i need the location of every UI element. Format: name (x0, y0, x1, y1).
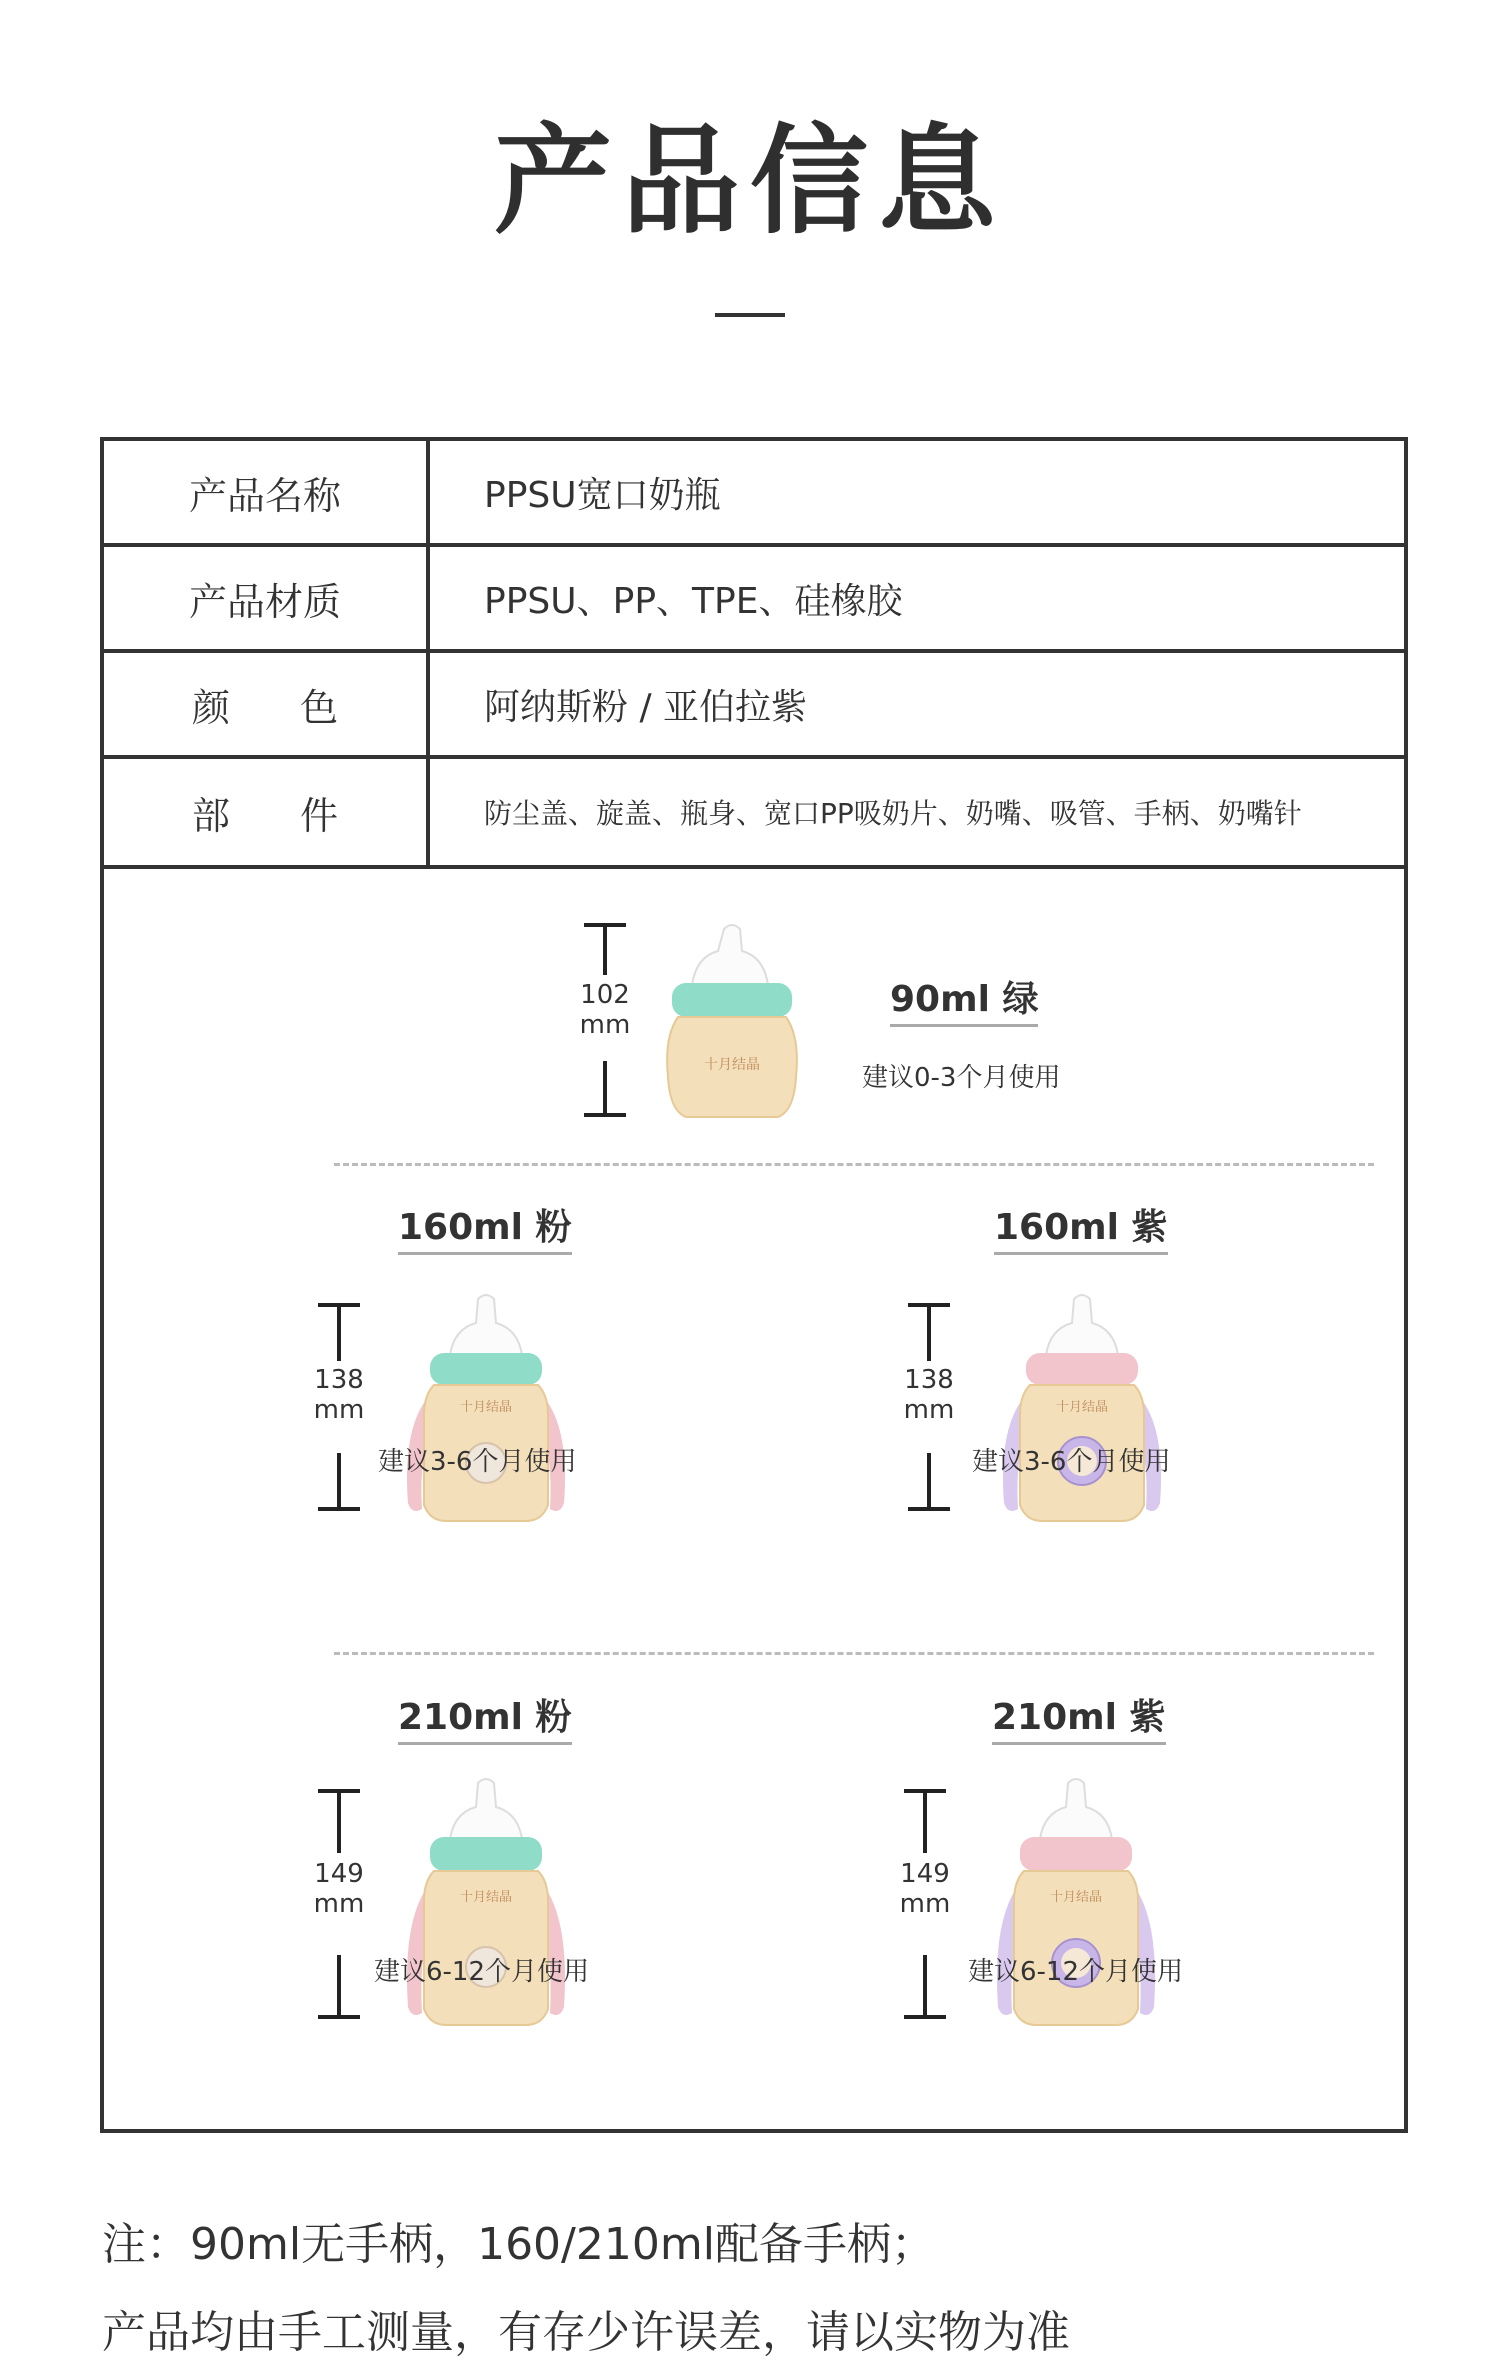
row-value: 防尘盖、旋盖、瓶身、宽口PP吸奶片、奶嘴、吸管、手柄、奶嘴针 (484, 797, 1302, 830)
bottle-210ml-violet-image (976, 1777, 1176, 2029)
svg-text:十月结晶: 十月结晶 (1049, 1890, 1103, 1905)
note-line-1: 注：90ml无手柄，160/210ml配备手柄； (102, 2219, 935, 2270)
title-divider (715, 313, 785, 317)
svg-text:十月结晶: 十月结晶 (459, 1400, 513, 1415)
table-row-color (104, 653, 1404, 759)
variant-age-160-pink: 建议3-6个月使用 (378, 1447, 577, 1477)
variant-age-210-violet: 建议6-12个月使用 (968, 1957, 1184, 1987)
row-value: PPSU宽口奶瓶 (484, 474, 721, 516)
height-dimension-160-pink: 138 mm (304, 1303, 374, 1511)
svg-text:十月结晶: 十月结晶 (704, 1057, 760, 1073)
page-title: 产品信息 (493, 112, 1006, 250)
row-label: 产品名称 (104, 441, 430, 543)
svg-text:十月结晶: 十月结晶 (1055, 1400, 1109, 1415)
table-row-name (104, 441, 1404, 547)
height-dimension-160-violet: 138 mm (894, 1303, 964, 1511)
bottle-160ml-violet-image (982, 1293, 1182, 1523)
variant-title-210-pink: 210ml 粉 (398, 1689, 572, 1745)
divider-dashed (334, 1163, 1374, 1166)
svg-text:十月结晶: 十月结晶 (459, 1890, 513, 1905)
variant-title-210-violet: 210ml 紫 (992, 1689, 1166, 1745)
divider-dashed (334, 1652, 1374, 1655)
bottle-90ml-green-image (652, 921, 812, 1121)
note-line-2: 产品均由手工测量，有存少许误差，请以实物为准 (102, 2307, 1070, 2358)
row-value: 阿纳斯粉 / 亚伯拉紫 (484, 686, 808, 728)
variant-title-160-pink: 160ml 粉 (398, 1199, 572, 1255)
row-label: 颜色 (104, 653, 430, 755)
variant-title-90: 90ml 绿 (890, 971, 1038, 1027)
row-label: 部件 (104, 759, 430, 865)
variant-title-160-violet: 160ml 紫 (994, 1199, 1168, 1255)
row-label: 产品材质 (104, 547, 430, 649)
bottle-160ml-pink-image (386, 1293, 586, 1523)
row-value: PPSU、PP、TPE、硅橡胶 (484, 580, 903, 622)
variant-age-160-violet: 建议3-6个月使用 (972, 1447, 1171, 1477)
table-row-parts (104, 759, 1404, 869)
variant-age-90: 建议0-3个月使用 (862, 1063, 1061, 1093)
height-dimension-210-pink: 149 mm (304, 1789, 374, 2019)
product-info-table (100, 437, 1408, 2133)
variant-age-210-pink: 建议6-12个月使用 (374, 1957, 590, 1987)
table-row-material (104, 547, 1404, 653)
height-dimension-210-violet: 149 mm (890, 1789, 960, 2019)
height-dimension-90: 102 mm (570, 923, 640, 1117)
bottle-210ml-pink-image (386, 1777, 586, 2029)
